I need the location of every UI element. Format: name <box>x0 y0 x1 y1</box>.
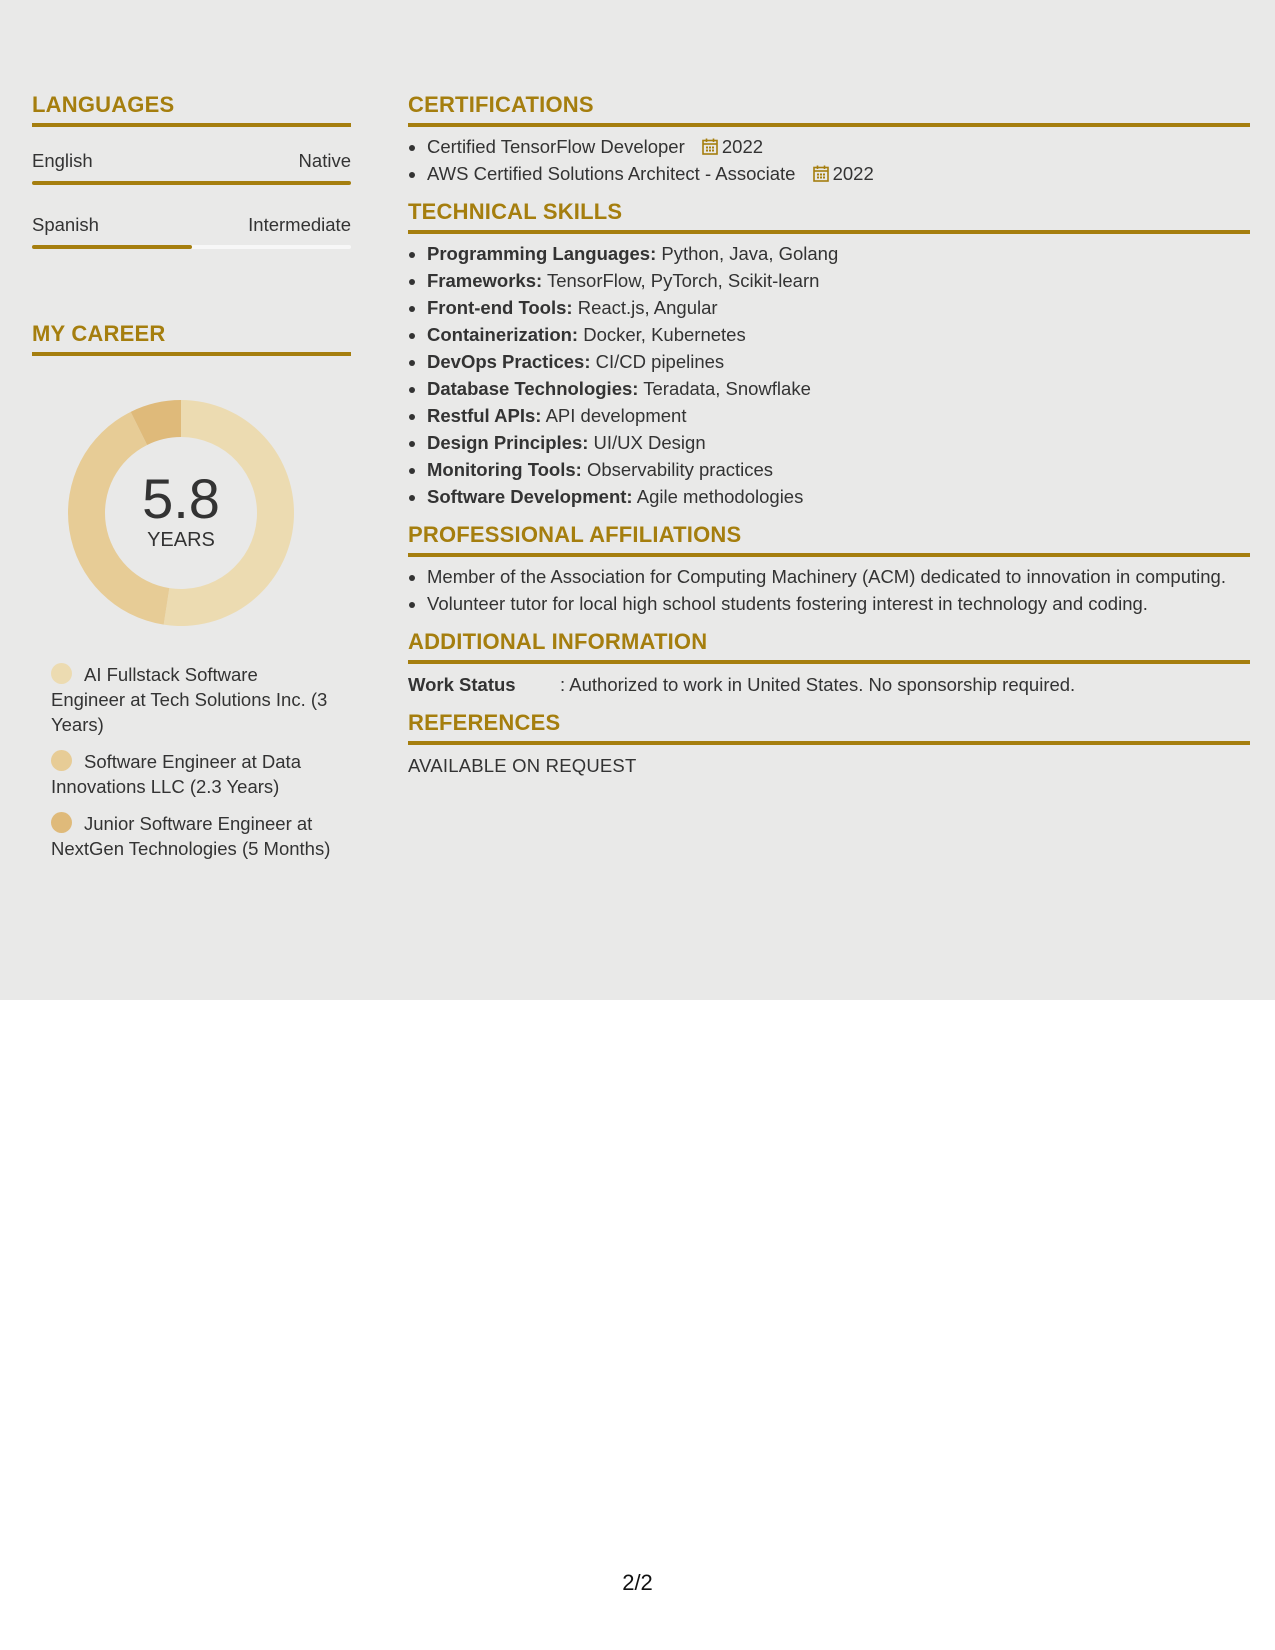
skill-item <box>427 375 1250 402</box>
language-item-english <box>32 151 351 185</box>
language-proficiency-fill <box>32 245 192 249</box>
certification-name: Certified TensorFlow Developer <box>427 136 685 157</box>
skill-category: Programming Languages: <box>427 243 657 264</box>
skill-values: Python, Java, Golang <box>656 243 839 264</box>
skill-values: TensorFlow, PyTorch, Scikit-learn <box>542 270 820 291</box>
left-column <box>32 92 351 873</box>
career-legend-label: Software Engineer at Data Innovations LLC (2.3 Years) <box>51 751 301 797</box>
technical-skills-heading: TECHNICAL SKILLS <box>408 199 1250 234</box>
skill-item <box>427 456 1250 483</box>
skill-values: API development <box>541 405 687 426</box>
certification-name: AWS Certified Solutions Architect - Associate <box>427 163 796 184</box>
skill-category: Database Technologies: <box>427 378 639 399</box>
career-legend-label: Junior Software Engineer at NextGen Technologies (5 Months) <box>51 813 331 859</box>
career-legend-item <box>51 662 331 737</box>
skill-item <box>427 348 1250 375</box>
legend-dot <box>51 750 72 771</box>
language-proficiency-bar <box>32 245 351 249</box>
skill-values: Teradata, Snowflake <box>638 378 811 399</box>
skill-values: React.js, Angular <box>572 297 718 318</box>
skill-category: Restful APIs: <box>427 405 542 426</box>
work-status-row <box>408 672 1250 698</box>
references-heading: REFERENCES <box>408 710 1250 745</box>
language-level: Native <box>298 150 351 171</box>
affiliations-list <box>408 563 1250 617</box>
skill-item <box>427 294 1250 321</box>
skill-category: Software Development: <box>427 486 633 507</box>
donut-center <box>66 398 296 628</box>
career-donut-chart <box>66 398 296 628</box>
affiliations-heading: PROFESSIONAL AFFILIATIONS <box>408 522 1250 557</box>
certification-item <box>427 133 1250 160</box>
calendar-icon <box>702 138 718 155</box>
references-text: AVAILABLE ON REQUEST <box>408 755 637 776</box>
legend-dot <box>51 812 72 833</box>
career-total-years: 5.8 <box>142 466 220 530</box>
certification-item <box>427 160 1250 187</box>
skill-category: Frameworks: <box>427 270 543 291</box>
skill-item <box>427 240 1250 267</box>
career-legend-label: AI Fullstack Software Engineer at Tech Solutions Inc. (3 Years) <box>51 664 328 735</box>
language-name: English <box>32 150 93 171</box>
career-legend-item <box>51 811 331 861</box>
skill-category: DevOps Practices: <box>427 351 591 372</box>
career-total-unit: YEARS <box>147 528 215 551</box>
right-column <box>408 92 1250 777</box>
skill-item <box>427 321 1250 348</box>
skill-item <box>427 483 1250 510</box>
skill-values: Agile methodologies <box>632 486 804 507</box>
work-status-label: Work Status <box>408 674 516 695</box>
languages-heading: LANGUAGES <box>32 92 351 127</box>
career-legend <box>51 662 331 861</box>
skill-item <box>427 267 1250 294</box>
language-proficiency-fill <box>32 181 351 185</box>
language-name: Spanish <box>32 214 99 235</box>
legend-dot <box>51 663 72 684</box>
certifications-heading: CERTIFICATIONS <box>408 92 1250 127</box>
skill-item <box>427 429 1250 456</box>
certification-year: 2022 <box>832 163 874 184</box>
affiliation-item: • Member of the Association for Computing Machinery (ACM) dedicated to innovation in computing. <box>427 563 1250 590</box>
language-item-spanish <box>32 215 351 249</box>
skill-values: Docker, Kubernetes <box>578 324 746 345</box>
skill-item <box>427 402 1250 429</box>
affiliation-item: • Volunteer tutor for local high school students fostering interest in technology and coding. <box>427 590 1250 617</box>
calendar-icon <box>813 165 829 182</box>
skill-values: CI/CD pipelines <box>590 351 725 372</box>
additional-info-heading: ADDITIONAL INFORMATION <box>408 629 1250 664</box>
certification-year: 2022 <box>721 136 764 157</box>
skill-category: Monitoring Tools: <box>427 459 582 480</box>
skill-category: Front-end Tools: <box>427 297 573 318</box>
skill-category: Design Principles: <box>427 432 589 453</box>
certifications-list <box>408 133 1250 187</box>
skill-values: Observability practices <box>581 459 774 480</box>
technical-skills-list <box>408 240 1250 510</box>
career-legend-item <box>51 749 331 799</box>
career-heading: MY CAREER <box>32 321 351 356</box>
skill-values: UI/UX Design <box>588 432 706 453</box>
language-proficiency-bar <box>32 181 351 185</box>
language-level: Intermediate <box>248 214 351 235</box>
page-number: 2/2 <box>622 1570 653 1595</box>
skill-category: Containerization: <box>427 324 579 345</box>
work-status-value: : Authorized to work in United States. No sponsorship required. <box>560 674 1076 695</box>
